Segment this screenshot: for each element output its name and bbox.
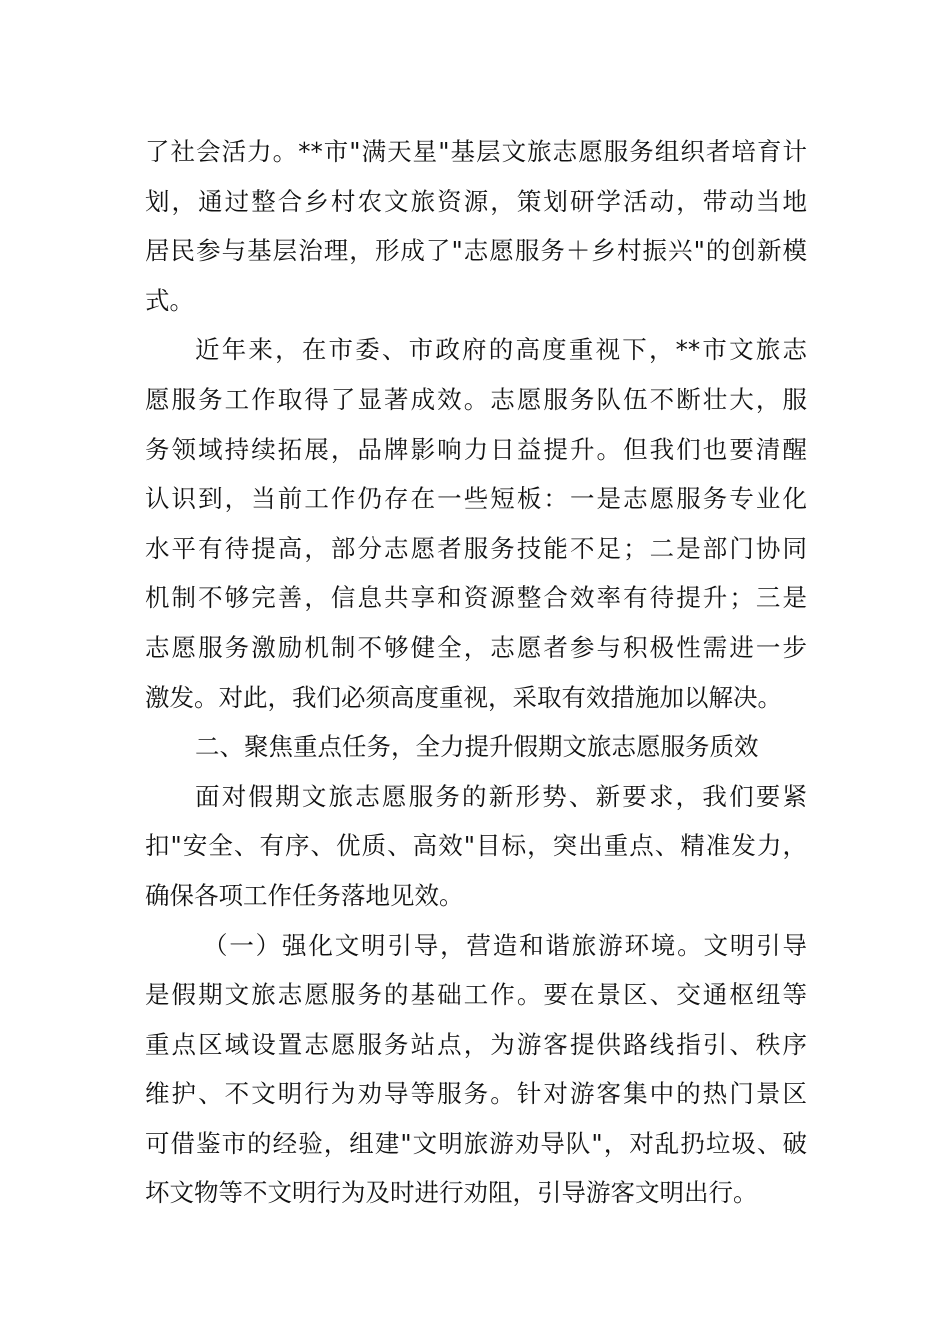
text-line: 维护、不文明行为劝导等服务。针对游客集中的热门景区	[145, 1079, 807, 1109]
text-line: 了社会活力。**市"满天星"基层文旅志愿服务组织者培育计	[145, 137, 807, 166]
text-line: 扣"安全、有序、优质、高效"目标，突出重点、精准发力，	[145, 831, 807, 861]
section-heading	[145, 722, 807, 772]
text-line: 近年来，在市委、市政府的高度重视下，**市文旅志	[195, 335, 807, 365]
text-line: 划，通过整合乡村农文旅资源，策划研学活动，带动当地	[145, 186, 807, 216]
text-line: 确保各项工作任务落地见效。	[145, 880, 464, 910]
text-line: （一）强化文明引导，营造和谐旅游环境。文明引导	[203, 930, 807, 960]
text-line: 式。	[145, 285, 194, 315]
text-line: 是假期文旅志愿服务的基础工作。要在景区、交通枢纽等	[145, 980, 807, 1010]
document-page	[145, 127, 807, 1218]
text-line: 激发。对此，我们必须高度重视，采取有效措施加以解决。	[145, 682, 782, 712]
text-line: 二、聚焦重点任务，全力提升假期文旅志愿服务质效	[195, 732, 759, 762]
text-line: 志愿服务激励机制不够健全，志愿者参与积极性需进一步	[145, 632, 807, 662]
text-line: 面对假期文旅志愿服务的新形势、新要求，我们要紧	[195, 781, 807, 811]
text-line: 水平有待提高，部分志愿者服务技能不足；二是部门协同	[145, 533, 807, 563]
text-line: 居民参与基层治理，形成了"志愿服务＋乡村振兴"的创新模	[145, 236, 807, 266]
text-line: 机制不够完善，信息共享和资源整合效率有待提升；三是	[145, 583, 807, 613]
text-line: 认识到，当前工作仍存在一些短板：一是志愿服务专业化	[145, 484, 807, 514]
paragraph	[145, 325, 807, 722]
paragraph	[145, 921, 807, 1219]
text-line: 可借鉴市的经验，组建"文明旅游劝导队"，对乱扔垃圾、破	[145, 1128, 807, 1158]
paragraph	[145, 772, 807, 921]
text-line: 重点区域设置志愿服务站点，为游客提供路线指引、秩序	[145, 1029, 807, 1059]
text-line: 坏文物等不文明行为及时进行劝阻，引导游客文明出行。	[145, 1178, 758, 1208]
text-line: 愿服务工作取得了显著成效。志愿服务队伍不断壮大，服	[145, 384, 807, 414]
paragraph	[145, 127, 807, 325]
text-line: 务领域持续拓展，品牌影响力日益提升。但我们也要清醒	[145, 434, 807, 464]
